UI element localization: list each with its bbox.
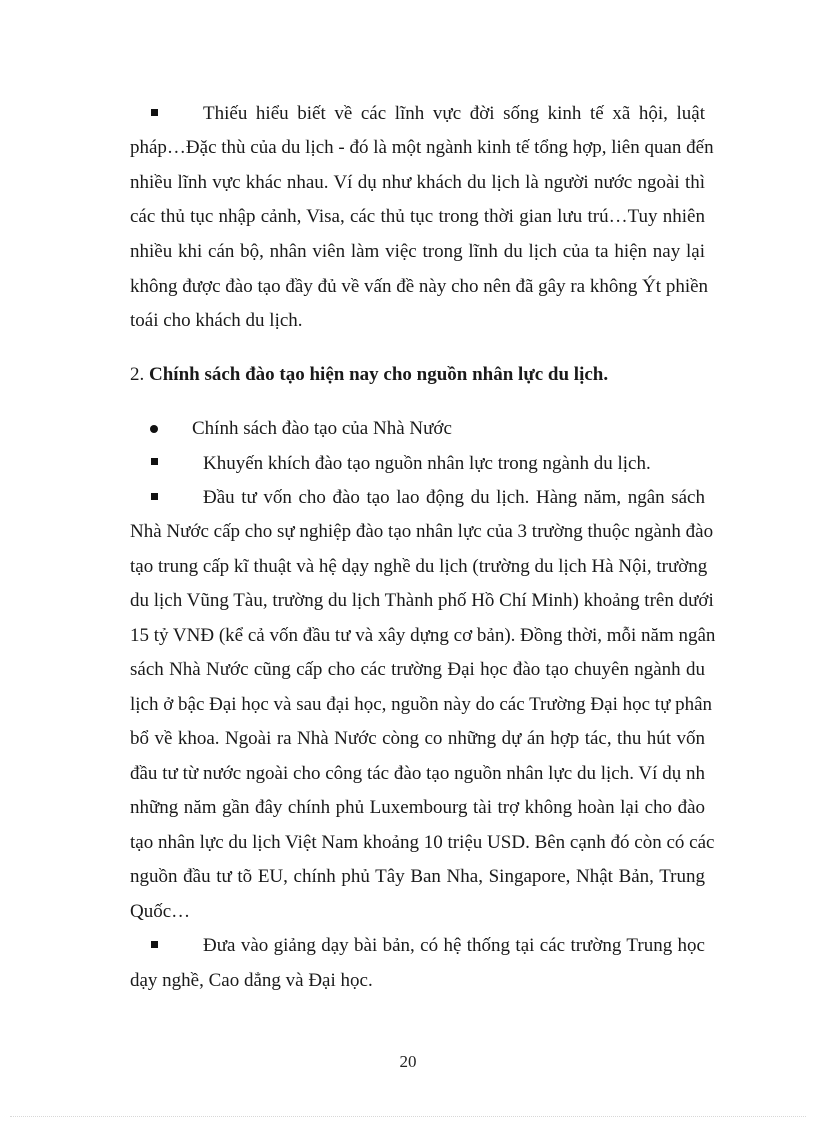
section-heading — [130, 363, 705, 387]
para3-line: Đưa vào giảng dạy bài bản, có hệ thống tại các trường Trung học — [203, 935, 705, 956]
para1-line: nhiều lĩnh vực khác nhau. Ví dụ như khách du lịch là người nước ngoài thì — [130, 172, 705, 193]
encourage-bullet-text: Khuyến khích đào tạo nguồn nhân lực trong ngành du lịch. — [203, 453, 651, 474]
para1-line: pháp…Đặc thù của du lịch - đó là một ngành kinh tế tổng hợp, liên quan đến — [130, 137, 714, 158]
para2-line: sách Nhà Nước cũng cấp cho các trường Đại học đào tạo chuyên ngành du — [130, 659, 705, 680]
section-number: 2. — [130, 364, 145, 385]
para1-line: Thiếu hiểu biết về các lĩnh vực đời sống kinh tế xã hội, luật — [203, 103, 705, 124]
square-bullet-icon — [151, 458, 158, 465]
para2-line: những năm gần đây chính phủ Luxembourg tài trợ không hoàn lại cho đào — [130, 797, 705, 818]
para2-line: Nhà Nước cấp cho sự nghiệp đào tạo nhân lực của 3 trường thuộc ngành đào — [130, 521, 714, 542]
round-bullet-icon — [150, 425, 158, 433]
para1-line: không được đào tạo đầy đủ về vấn đề này cho nên đã gây ra không Ýt phiền — [130, 276, 709, 297]
para2-line: 15 tỷ VNĐ (kể cả vốn đầu tư và xây dựng cơ bản). Đồng thời, mỗi năm ngân — [130, 625, 716, 646]
para2-line: nguồn đầu tư tõ EU, chính phủ Tây Ban Nha, Singapore, Nhật Bản, Trung — [130, 866, 705, 887]
para2-line: bổ về khoa. Ngoài ra Nhà Nước còng co những dự án hợp tác, thu hút vốn — [130, 728, 705, 749]
para2-line: Đầu tư vốn cho đào tạo lao động du lịch. Hàng năm, ngân sách — [203, 487, 705, 508]
policy-bullet-text: Chính sách đào tạo của Nhà Nước — [192, 418, 452, 439]
para1-line: toái cho khách du lịch. — [130, 310, 303, 331]
page-number: 20 — [399, 1052, 417, 1071]
square-bullet-icon — [151, 109, 158, 116]
para2-line: đầu tư từ nước ngoài cho công tác đào tạo nguồn nhân lực du lịch. Ví dụ nh — [130, 763, 705, 784]
section-title: Chính sách đào tạo hiện nay cho nguồn nhân lực du lịch. — [149, 364, 609, 385]
para1-line: các thủ tục nhập cảnh, Visa, các thủ tục trong thời gian lưu trú…Tuy nhiên — [130, 206, 705, 227]
square-bullet-icon — [151, 493, 158, 500]
para2-line: Quốc… — [130, 901, 191, 922]
para2-line: du lịch Vũng Tàu, trường du lịch Thành phố Hồ Chí Minh) khoảng trên dưới — [130, 590, 714, 611]
para1-line: nhiều khi cán bộ, nhân viên làm việc trong lĩnh du lịch của ta hiện nay lại — [130, 241, 705, 262]
para2-line: tạo trung cấp kĩ thuật và hệ dạy nghề du lịch (trường du lịch Hà Nội, trường — [130, 556, 708, 577]
square-bullet-icon — [151, 941, 158, 948]
para2-line: lịch ở bậc Đại học và sau đại học, nguồn này do các Trường Đại học tự phân — [130, 694, 713, 715]
para2-line: tạo nhân lực du lịch Việt Nam khoảng 10 triệu USD. Bên cạnh đó còn có các — [130, 832, 715, 853]
para3-line: dạy nghề, Cao dẳng và Đại học. — [130, 970, 373, 991]
footer-divider — [10, 1116, 806, 1117]
